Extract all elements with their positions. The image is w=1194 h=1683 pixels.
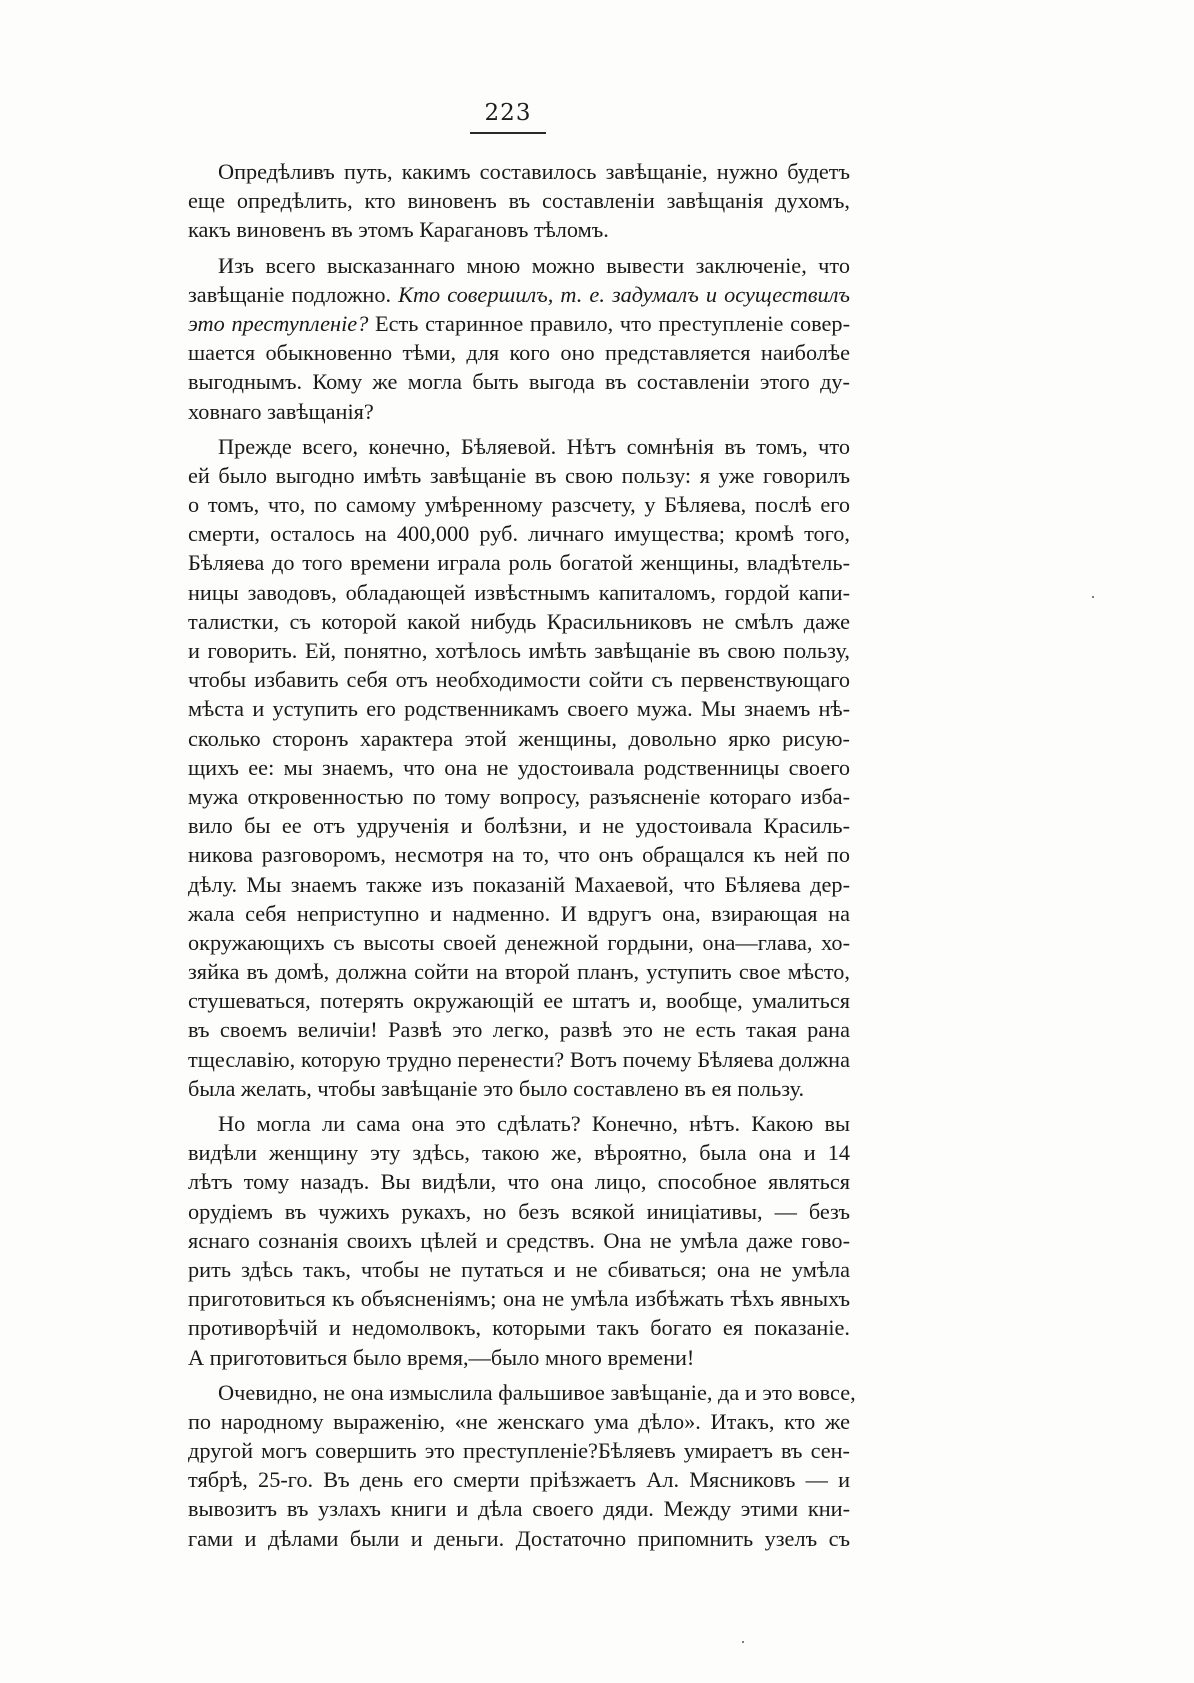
text-line: щихъ ее: мы знаемъ, что она не удостоивала родственницы своего [188,754,850,780]
text-line: лѣтъ тому назадъ. Вы видѣли, что она лицо, способное являться [188,1169,850,1195]
paragraph [188,157,850,245]
text-line: ховнаго завѣщанія? [188,398,374,424]
text-line: другой могъ совершить это преступленіе?Бѣляевъ умираетъ въ сен- [188,1438,850,1464]
scan-speck [742,1641,744,1643]
text-line: приготовиться къ объясненіямъ; она не умѣла избѣжать тѣхъ явныхъ [188,1286,850,1312]
text-line: Изъ всего высказаннаго мною можно вывести заключеніе, что [218,252,850,278]
text-line: это преступленіе? Есть старинное правило, что преступленіе совер- [188,310,850,336]
text-line: Опредѣливъ путь, какимъ составилось завѣщаніе, нужно будетъ [218,159,850,184]
paragraph [188,1109,850,1372]
body-text [188,157,856,1553]
text-line: тщеславію, которую трудно перенести? Вотъ почему Бѣляева должна [188,1046,850,1072]
paragraph [188,432,850,1103]
text-line: и говорить. Ей, понятно, хотѣлось имѣть завѣщаніе въ свою пользу, [188,638,850,663]
text-line: зяйка въ домѣ, должна сойти на второй планъ, уступить свое мѣсто, [188,959,850,985]
scan-speck [1092,596,1094,598]
text-line: мужа откровенностью по тому вопросу, разъясненіе котораго изба- [188,783,850,809]
text-line: смерти, осталось на 400,000 руб. личнаго имущества; кромѣ того, [188,521,850,547]
text-line: въ своемъ величіи! Развѣ это легко, развѣ это не есть такая рана [188,1017,850,1043]
text-line: дѣлу. Мы знаемъ также изъ показаній Махаевой, что Бѣляева дер- [188,871,850,897]
page-number: 223 [484,100,532,126]
text-line: талистки, съ которой какой нибудь Красильниковъ не смѣлъ даже [188,608,850,634]
text-line: чтобы избавить себя отъ необходимости сойти съ первенствующаго [188,667,850,693]
text-line: Бѣляева до того времени играла роль богатой женщины, владѣтель- [188,550,850,576]
text-line: ницы заводовъ, обладающей извѣстнымъ капиталомъ, гордой капи- [188,579,850,605]
text-line: гами и дѣлами были и деньги. Достаточно припомнить узелъ съ [188,1525,850,1551]
text-line: о томъ, что, по самому умѣренному разсчету, у Бѣляева, послѣ его [188,492,850,518]
text-line: шается обыкновенно тѣми, для кого оно представляется наиболѣе [188,340,850,366]
text-line: никова разговоромъ, несмотря на то, что онъ обращался къ ней по [188,842,850,868]
text-line: окружающихъ съ высоты своей денежной гордыни, она—глава, хо- [188,929,850,955]
text-line: Прежде всего, конечно, Бѣляевой. Нѣтъ сомнѣнія въ томъ, что [218,433,850,459]
text-line: ей было выгодно имѣть завѣщаніе въ свою пользу: я уже говорилъ [188,462,850,488]
text-line: вывозитъ въ узлахъ книги и дѣла своего дяди. Между этими кни- [188,1496,850,1522]
text-line: А приготовиться было время,—было много времени! [188,1344,695,1370]
text-line: еще опредѣлить, кто виновенъ въ составленіи завѣщанія духомъ, [188,188,850,214]
text-line: по народному выраженію, «не женскаго ума дѣло». Итакъ, кто же [188,1408,850,1434]
text-line: жала себя неприступно и надменно. И вдругъ она, взирающая на [188,900,850,926]
text-line: противорѣчій и недомолвокъ, которыми такъ богато ея показаніе. [188,1315,850,1341]
text-line: вило бы ее отъ удрученія и болѣзни, и не удостоивала Красиль- [188,813,850,839]
paragraph [188,251,850,426]
text-line: мѣста и уступить его родственникамъ своего мужа. Мы знаемъ нѣ- [188,696,850,722]
text-line: сколько сторонъ характера этой женщины, довольно ярко рисую- [188,725,850,751]
italic-text: это преступленіе? [188,310,369,336]
text-line: стушеваться, потерять окружающій ее штатъ и, вообще, умалиться [188,988,850,1014]
text-line: была желать, чтобы завѣщаніе это было составлено въ ея пользу. [188,1075,805,1101]
italic-text: Кто совершилъ, т. е. задумалъ и осуществилъ [398,281,850,307]
text-line: яснаго сознанія своихъ цѣлей и средствъ. Она не умѣла даже гово- [188,1227,850,1253]
text-line: выгоднымъ. Кому же могла быть выгода въ составленіи этого ду- [188,369,850,395]
text-line: орудіемъ въ чужихъ рукахъ, но безъ всякой иниціативы, — безъ [188,1198,850,1224]
text-line: завѣщаніе подложно. Кто совершилъ, т. е. задумалъ и осуществилъ [188,281,850,307]
text-line: тябрѣ, 25-го. Въ день его смерти пріѣзжаетъ Ал. Мясниковъ — и [188,1467,850,1493]
text-line: Очевидно, не она измыслила фальшивое завѣщаніе, да и это вовсе, [218,1379,856,1405]
paragraph [188,1378,856,1553]
text-line: видѣли женщину эту здѣсь, такою же, вѣроятно, была она и 14 [188,1140,850,1166]
text-line: Но могла ли сама она это сдѣлать? Конечно, нѣтъ. Какою вы [218,1111,850,1136]
page-number-rule [470,132,546,134]
text-line: какъ виновенъ въ этомъ Карагановъ тѣломъ. [188,217,609,243]
text-line: рить здѣсь такъ, чтобы не путаться и не сбиваться; она не умѣла [188,1256,850,1282]
